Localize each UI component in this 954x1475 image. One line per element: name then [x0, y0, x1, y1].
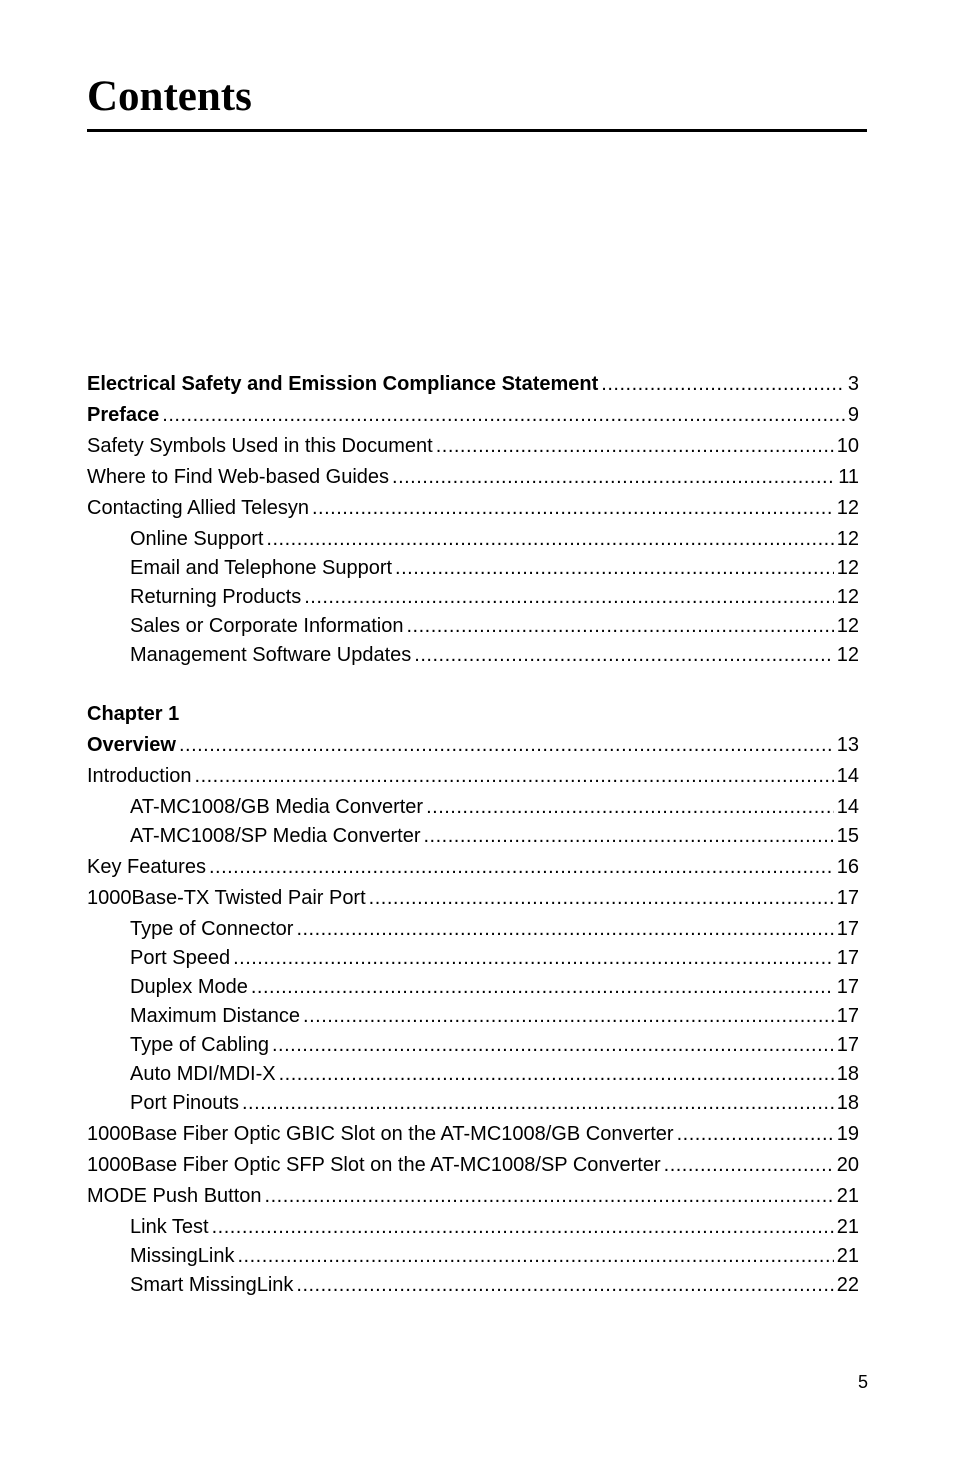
toc-entry[interactable]: [87, 917, 859, 946]
dot-leader: [237, 1244, 833, 1268]
toc-entry[interactable]: [87, 1273, 859, 1302]
toc-entry-page: 18: [836, 1092, 859, 1114]
toc-entry[interactable]: [87, 946, 859, 975]
dot-leader: [212, 1215, 834, 1239]
toc-entry-label: 1000Base Fiber Optic GBIC Slot on the AT-MC1008/GB Converter: [87, 1123, 674, 1145]
dot-leader: [677, 1122, 834, 1146]
dot-leader: [312, 496, 834, 520]
toc-entry-label: Type of Cabling: [130, 1034, 269, 1056]
toc-entry-label: Email and Telephone Support: [130, 557, 393, 579]
dot-leader: [426, 795, 834, 819]
dot-leader: [664, 1153, 834, 1177]
toc-entry-page: 14: [836, 765, 859, 787]
toc-entry[interactable]: [87, 585, 859, 614]
dot-leader: [436, 434, 834, 458]
dot-leader: [296, 917, 833, 941]
toc-entry[interactable]: [87, 372, 859, 403]
dot-leader: [266, 527, 833, 551]
toc-entry-label: Port Speed: [130, 947, 231, 969]
dot-leader: [279, 1062, 834, 1086]
toc-entry-page: 17: [836, 918, 859, 940]
toc-entry-label: Maximum Distance: [130, 1005, 301, 1027]
dot-leader: [195, 764, 834, 788]
toc-entry-page: 9: [847, 404, 859, 426]
dot-leader: [601, 372, 845, 396]
toc-entry-label: Electrical Safety and Emission Compliance Statement: [87, 373, 599, 395]
toc-entry-page: 12: [836, 586, 859, 608]
toc-entry-label: Type of Connector: [130, 918, 294, 940]
toc-entry-label: Smart MissingLink: [130, 1274, 294, 1296]
toc-entry-label: MissingLink: [130, 1245, 235, 1267]
toc-entry[interactable]: [87, 1091, 859, 1120]
toc-entry-page: 21: [836, 1245, 859, 1267]
toc-entry[interactable]: [87, 1122, 859, 1153]
toc-entry-page: 20: [836, 1154, 859, 1176]
toc-entry-label: Overview: [87, 734, 176, 756]
toc-entry-label: Management Software Updates: [130, 644, 412, 666]
toc-entry-label: AT-MC1008/GB Media Converter: [130, 796, 424, 818]
toc-entry-label: Duplex Mode: [130, 976, 248, 998]
dot-leader: [233, 946, 834, 970]
toc-entry-label: Key Features: [87, 856, 206, 878]
toc-entry-page: 15: [836, 825, 859, 847]
title-rule: [87, 129, 867, 132]
toc-entry[interactable]: [87, 733, 859, 764]
toc-entry-label: 1000Base-TX Twisted Pair Port: [87, 887, 366, 909]
dot-leader: [209, 855, 834, 879]
toc-entry-page: 18: [836, 1063, 859, 1085]
toc-entry-page: 17: [836, 976, 859, 998]
dot-leader: [251, 975, 834, 999]
toc-entry-page: 13: [836, 734, 859, 756]
toc-entry[interactable]: [87, 1033, 859, 1062]
toc-entry-page: 17: [836, 947, 859, 969]
toc-entry-page: 17: [836, 1034, 859, 1056]
dot-leader: [414, 643, 833, 667]
dot-leader: [162, 403, 845, 427]
toc-entry-page: 17: [836, 1005, 859, 1027]
toc-entry[interactable]: [87, 764, 859, 795]
toc-entry-page: 22: [836, 1274, 859, 1296]
toc-entry[interactable]: [87, 434, 859, 465]
toc-entry[interactable]: [87, 527, 859, 556]
dot-leader: [406, 614, 833, 638]
toc-entry-page: 21: [836, 1216, 859, 1238]
toc-entry[interactable]: [87, 975, 859, 1004]
toc-entry-page: 16: [836, 856, 859, 878]
toc-entry-label: 1000Base Fiber Optic SFP Slot on the AT-MC1008/SP Converter: [87, 1154, 661, 1176]
toc-entry[interactable]: [87, 496, 859, 527]
toc-entry[interactable]: [87, 1215, 859, 1244]
dot-leader: [369, 886, 834, 910]
toc-entry[interactable]: [87, 1004, 859, 1033]
toc-entry-page: 11: [838, 466, 859, 488]
toc-entry[interactable]: [87, 643, 859, 672]
toc-entry-label: Port Pinouts: [130, 1092, 239, 1114]
toc-entry-label: MODE Push Button: [87, 1185, 262, 1207]
dot-leader: [395, 556, 834, 580]
dot-leader: [179, 733, 834, 757]
toc-entry[interactable]: [87, 465, 859, 496]
toc-entry-label: Auto MDI/MDI-X: [130, 1063, 276, 1085]
dot-leader: [296, 1273, 833, 1297]
toc-entry-page: 17: [836, 887, 859, 909]
dot-leader: [304, 585, 834, 609]
toc-entry-label: Safety Symbols Used in this Document: [87, 435, 433, 457]
toc-entry[interactable]: [87, 403, 859, 434]
toc-entry-page: 10: [836, 435, 859, 457]
toc-entry-page: 21: [836, 1185, 859, 1207]
toc-entry[interactable]: [87, 855, 859, 886]
toc-entry-label: Sales or Corporate Information: [130, 615, 404, 637]
page-number: 5: [857, 1372, 868, 1392]
toc-entry-page: 12: [836, 557, 859, 579]
table-of-contents: [87, 372, 859, 1302]
toc-entry[interactable]: [87, 886, 859, 917]
toc-entry[interactable]: [87, 795, 859, 824]
toc-entry[interactable]: [87, 1184, 859, 1215]
dot-leader: [424, 824, 834, 848]
chapter-label: Chapter 1: [87, 703, 180, 725]
toc-entry[interactable]: [87, 1244, 859, 1273]
toc-entry-label: Preface: [87, 404, 160, 426]
toc-entry-label: Online Support: [130, 528, 264, 550]
dot-leader: [392, 465, 835, 489]
toc-entry-label: Link Test: [130, 1216, 209, 1238]
dot-leader: [303, 1004, 834, 1028]
toc-entry[interactable]: [87, 1062, 859, 1091]
toc-entry[interactable]: [87, 614, 859, 643]
toc-entry-label: Introduction: [87, 765, 192, 787]
toc-entry-page: 3: [847, 373, 859, 395]
toc-entry-page: 14: [836, 796, 859, 818]
front-matter-entries: [87, 372, 859, 672]
toc-entry[interactable]: [87, 1153, 859, 1184]
dot-leader: [272, 1033, 834, 1057]
toc-entry-page: 19: [836, 1123, 859, 1145]
toc-entry[interactable]: [87, 824, 859, 853]
chapter-entries: [87, 733, 859, 1302]
toc-entry-page: 12: [836, 497, 859, 519]
page-title: Contents: [87, 73, 252, 120]
toc-entry-label: AT-MC1008/SP Media Converter: [130, 825, 421, 847]
toc-entry[interactable]: [87, 556, 859, 585]
toc-entry-page: 12: [836, 615, 859, 637]
dot-leader: [242, 1091, 834, 1115]
toc-entry-page: 12: [836, 528, 859, 550]
toc-entry-label: Returning Products: [130, 586, 302, 608]
toc-entry-label: Where to Find Web-based Guides: [87, 466, 390, 488]
toc-entry-page: 12: [836, 644, 859, 666]
toc-entry-label: Contacting Allied Telesyn: [87, 497, 309, 519]
dot-leader: [265, 1184, 834, 1208]
